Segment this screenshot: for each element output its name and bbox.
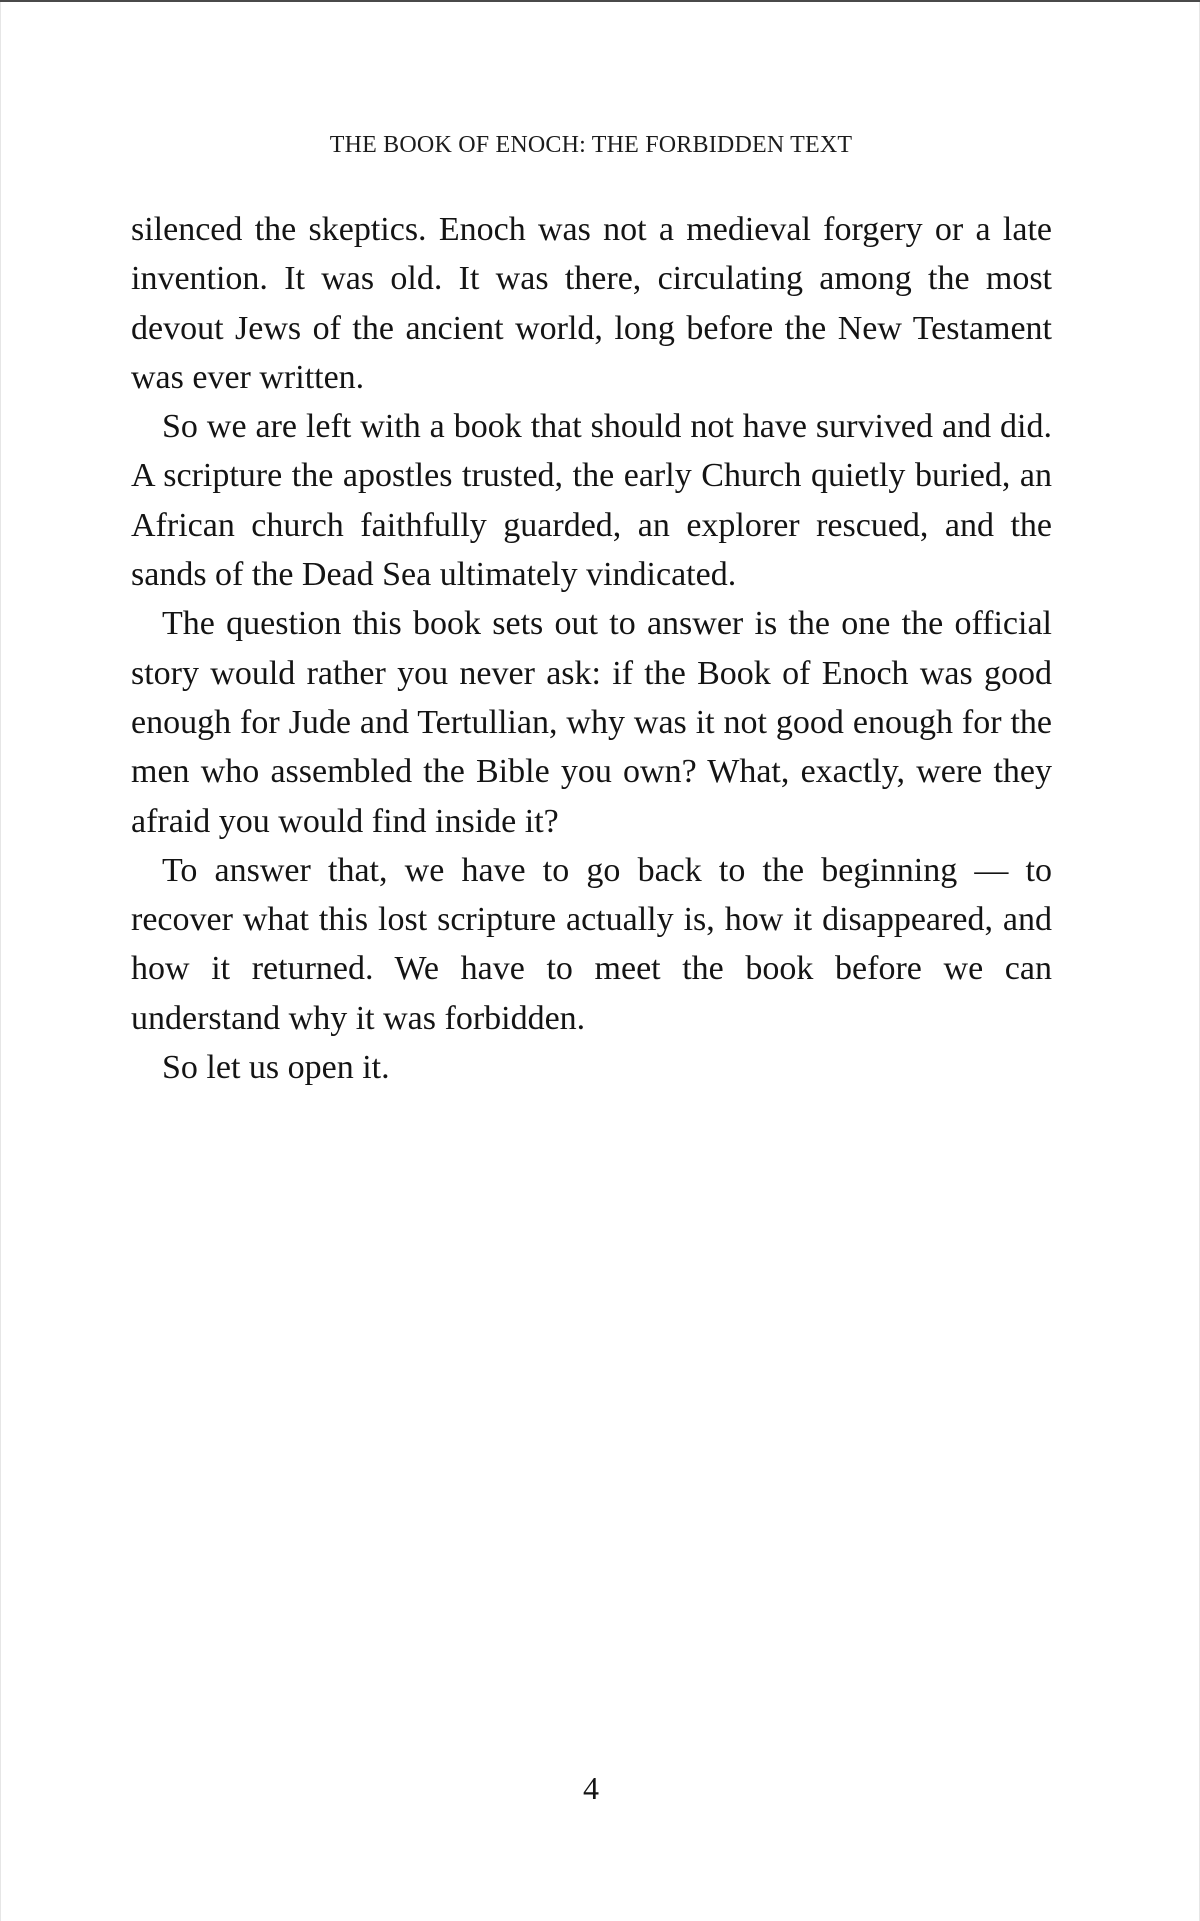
paragraph-continued: silenced the skeptics. Enoch was not a medieval forgery or a late invention. It was old. It was there, circulating among the most devout Jews of the ancient world, long before the New Testament was ever written. (131, 211, 1052, 396)
running-header-title: THE BOOK OF ENOCH: THE FORBIDDEN TEXT (329, 132, 853, 158)
paragraph: To answer that, we have to go back to the beginning — to recover what this lost scripture actually is, how it disappeared, and how it returned. We have to meet the book before we can understand why it was forbidden. (131, 851, 1052, 1037)
page-number: 4 (583, 1770, 599, 1806)
paragraph-closing: So let us open it. (162, 1049, 390, 1087)
paragraph: The question this book sets out to answer is the one the official story would rather you never ask: if the Book of Enoch was good enough for Jude and Tertullian, why was it not good enough for the men who assembled the Bible you own? What, exactly, were they afraid you would find inside it? (131, 605, 1052, 840)
body-text (131, 205, 1052, 1092)
paragraph: So we are left with a book that should not have survived and did. A scripture the apostles trusted, the early Church quietly buried, an African church faithfully guarded, an explorer rescued, and the sands of the Dead Sea ultimately vindicated. (131, 408, 1052, 594)
